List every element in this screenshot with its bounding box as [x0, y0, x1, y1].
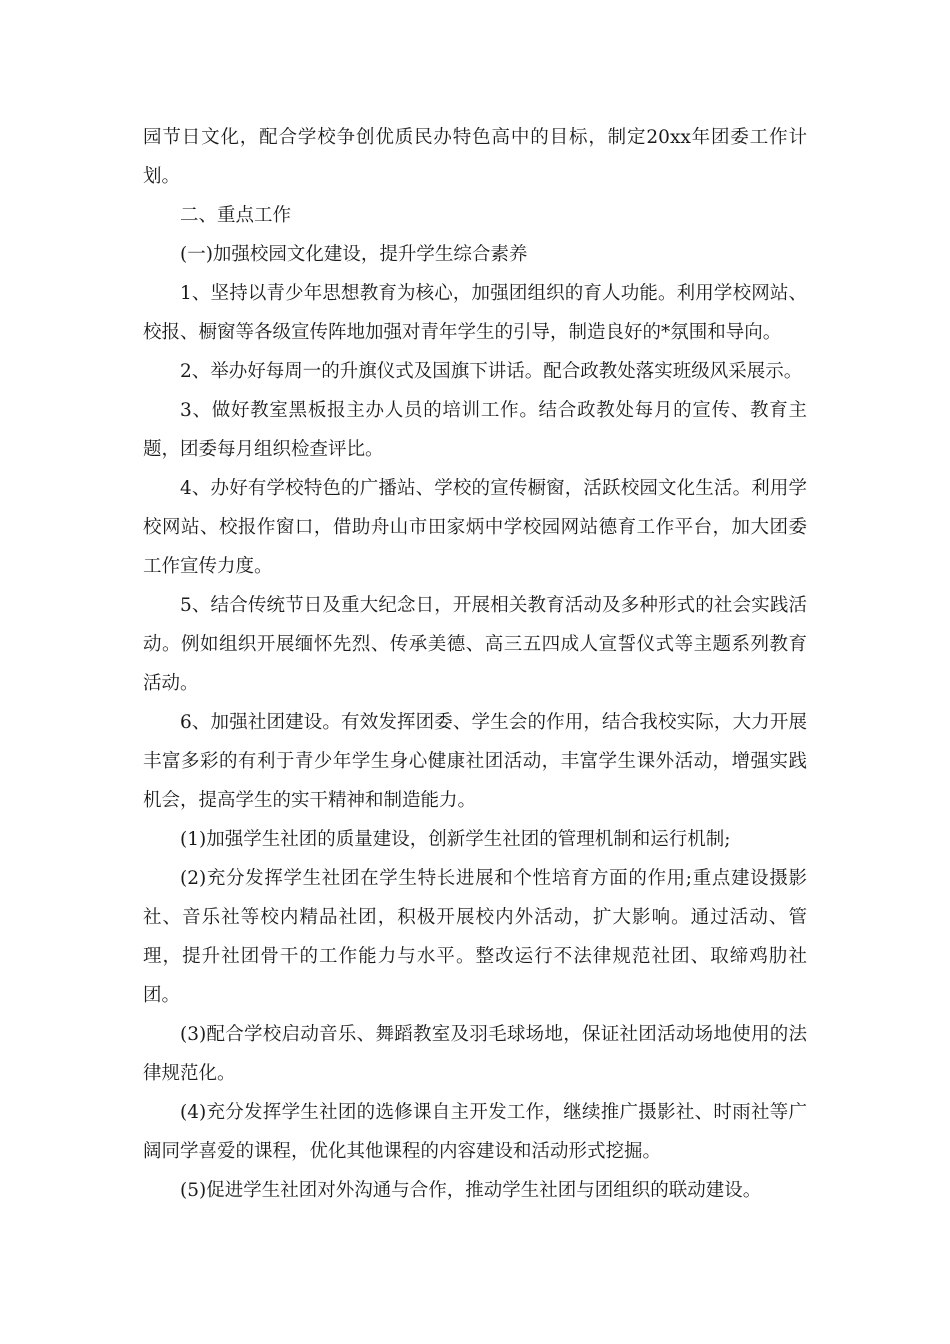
paragraph-item-5: 5、结合传统节日及重大纪念日，开展相关教育活动及多种形式的社会实践活动。例如组织开展缅怀先烈、传承美德、高三五四成人宣誓仪式等主题系列教育活动。	[143, 595, 807, 694]
paragraph-item-6: 6、加强社团建设。有效发挥团委、学生会的作用，结合我校实际，大力开展丰富多彩的有利于青少年学生身心健康社团活动，丰富学生课外活动，增强实践机会，提高学生的实干精神和制造能力。	[143, 712, 807, 811]
paragraph-subitem-2: (2)充分发挥学生社团在学生特长进展和个性培育方面的作用;重点建设摄影社、音乐社等校内精品社团，积极开展校内外活动，扩大影响。通过活动、管理，提升社团骨干的工作能力与水平。整改运行不法律规范社团、取缔鸡肋社团。	[143, 868, 807, 1006]
subsection-heading-campus-culture: (一)加强校园文化建设，提升学生综合素养	[180, 244, 528, 265]
paragraph-subitem-4: (4)充分发挥学生社团的选修课自主开发工作，继续推广摄影社、时雨社等广阔同学喜爱的课程，优化其他课程的内容建设和活动形式挖掘。	[143, 1102, 807, 1162]
paragraph-item-3: 3、做好教室黑板报主办人员的培训工作。结合政教处每月的宣传、教育主题，团委每月组织检查评比。	[143, 400, 807, 460]
document-body	[143, 118, 807, 1210]
paragraph-item-4: 4、办好有学校特色的广播站、学校的宣传橱窗，活跃校园文化生活。利用学校网站、校报作窗口，借助舟山市田家炳中学校园网站德育工作平台，加大团委工作宣传力度。	[143, 478, 807, 577]
paragraph-item-2: 2、举办好每周一的升旗仪式及国旗下讲话。配合政教处落实班级风采展示。	[180, 361, 803, 382]
paragraph-subitem-5: (5)促进学生社团对外沟通与合作，推动学生社团与团组织的联动建设。	[180, 1180, 762, 1201]
paragraph-subitem-3: (3)配合学校启动音乐、舞蹈教室及羽毛球场地，保证社团活动场地使用的法律规范化。	[143, 1024, 807, 1084]
paragraph-intro-continuation: 园节日文化，配合学校争创优质民办特色高中的目标，制定20xx年团委工作计划。	[143, 127, 807, 187]
paragraph-subitem-1: (1)加强学生社团的质量建设，创新学生社团的管理机制和运行机制;	[180, 829, 731, 850]
section-heading-key-work: 二、重点工作	[180, 205, 292, 226]
paragraph-item-1: 1、坚持以青少年思想教育为核心，加强团组织的育人功能。利用学校网站、校报、橱窗等各级宣传阵地加强对青年学生的引导，制造良好的*氛围和导向。	[143, 283, 807, 343]
